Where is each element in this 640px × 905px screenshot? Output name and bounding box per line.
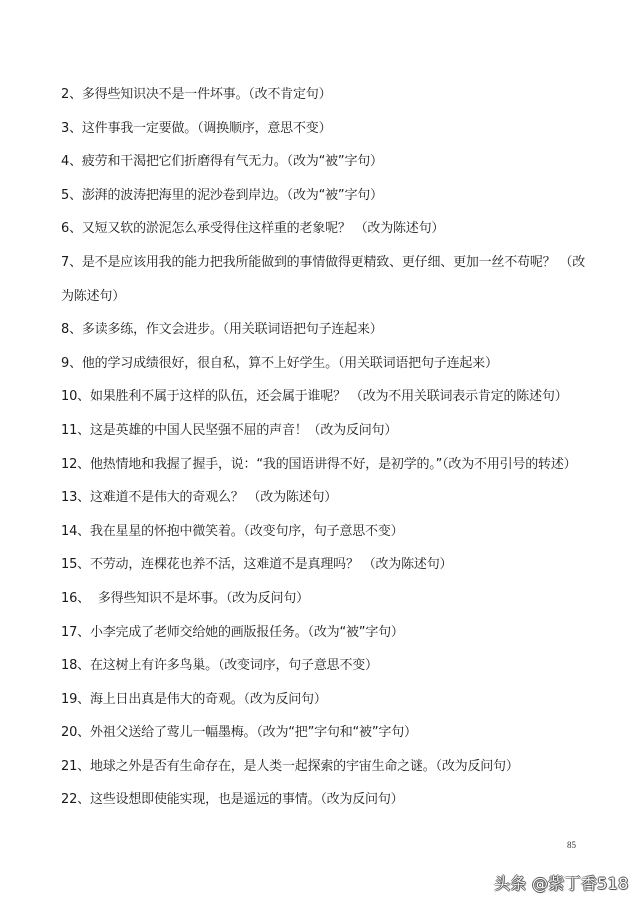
question-text: 、如果胜利不属于这样的队伍，还会属于谁呢？ （改为不用关联词表示肯定的陈述句） bbox=[77, 389, 568, 405]
question-text: 、这件事我一定要做。（调换顺序，意思不变） bbox=[69, 120, 332, 136]
question-number: 7 bbox=[61, 254, 70, 270]
question-text: 、海上日出真是伟大的奇观。（改为反问句） bbox=[77, 691, 327, 707]
question-number: 10 bbox=[61, 389, 78, 405]
question-text: 、他的学习成绩很好，很自私，算不上好学生。（用关联词语把句子连起来） bbox=[69, 355, 498, 371]
question-number: 20 bbox=[61, 725, 78, 741]
page-number: 85 bbox=[567, 840, 576, 850]
question-item bbox=[61, 783, 591, 817]
question-text: 、澎湃的波涛把海里的泥沙卷到岸边。（改为“被”字句） bbox=[69, 187, 383, 203]
question-number: 21 bbox=[61, 758, 78, 774]
question-text: 、又短又软的淤泥怎么承受得住这样重的老象呢？ （改为陈述句） bbox=[69, 221, 445, 237]
question-text: 、外祖父送给了莺儿一幅墨梅。（改为“把”字句和“被”字句） bbox=[77, 725, 417, 741]
question-text: 、是不是应该用我的能力把我所能做到的事情做得更精致、更仔细、更加一丝不苟呢？ （改为陈述句） bbox=[61, 254, 586, 304]
question-list bbox=[61, 78, 591, 817]
question-text: 、这些设想即使能实现，也是遥远的事情。（改为反问句） bbox=[77, 792, 404, 808]
question-item bbox=[61, 380, 591, 414]
question-item bbox=[61, 414, 591, 448]
question-text: 、这是英雄的中国人民坚强不屈的声音！（改为反问句） bbox=[77, 422, 398, 438]
question-number: 3 bbox=[61, 120, 70, 136]
question-number: 9 bbox=[61, 355, 70, 371]
question-text: 、这难道不是伟大的奇观么？ （改为陈述句） bbox=[77, 490, 338, 506]
question-number: 17 bbox=[61, 624, 78, 640]
question-text: 、我在星星的怀抱中微笑着。（改变句序，句子意思不变） bbox=[77, 523, 404, 539]
question-item bbox=[61, 548, 591, 582]
question-text: 、疲劳和干渴把它们折磨得有气无力。（改为“被”字句） bbox=[69, 154, 383, 170]
question-item bbox=[61, 347, 591, 381]
question-item bbox=[61, 750, 591, 784]
question-number: 13 bbox=[61, 490, 78, 506]
question-item bbox=[61, 616, 591, 650]
question-number: 19 bbox=[61, 691, 78, 707]
question-number: 11 bbox=[61, 422, 78, 438]
question-number: 22 bbox=[61, 792, 78, 808]
question-item bbox=[61, 112, 591, 146]
question-number: 14 bbox=[61, 523, 78, 539]
question-item bbox=[61, 515, 591, 549]
question-item bbox=[61, 313, 591, 347]
question-text: 、小李完成了老师交给她的画版报任务。（改为“被”字句） bbox=[77, 624, 404, 640]
question-text: 、多得些知识决不是一件坏事。（改不肯定句） bbox=[69, 87, 332, 102]
watermark: 头条 @紫丁香518 bbox=[494, 874, 629, 893]
question-text: 、他热情地和我握了握手，说：“我的国语讲得不好，是初学的。”（改为不用引号的转述） bbox=[77, 456, 577, 472]
question-number: 16 bbox=[61, 590, 78, 606]
question-item bbox=[61, 179, 591, 213]
question-item bbox=[61, 78, 591, 112]
question-number: 12 bbox=[61, 456, 78, 472]
question-number: 6 bbox=[61, 221, 70, 237]
question-item bbox=[61, 649, 591, 683]
question-item bbox=[61, 145, 591, 179]
question-number: 4 bbox=[61, 154, 70, 170]
question-item bbox=[61, 448, 591, 482]
question-text: 、在这树上有许多鸟巢。（改变词序，句子意思不变） bbox=[77, 658, 378, 674]
question-item bbox=[61, 582, 591, 616]
question-number: 8 bbox=[61, 322, 70, 338]
question-text: 、多读多练，作文会进步。（用关联词语把句子连起来） bbox=[69, 322, 383, 338]
question-item bbox=[61, 481, 591, 515]
question-item bbox=[61, 683, 591, 717]
question-number: 15 bbox=[61, 557, 78, 573]
question-number: 18 bbox=[61, 658, 78, 674]
question-text: 、不劳动，连棵花也养不活，这难道不是真理吗？ （改为陈述句） bbox=[77, 557, 453, 573]
question-item bbox=[61, 212, 591, 246]
question-number: 2 bbox=[61, 87, 70, 102]
question-number: 5 bbox=[61, 187, 70, 203]
question-text: 、地球之外是否有生命存在，是人类一起探索的宇宙生命之谜。（改为反问句） bbox=[77, 758, 519, 774]
question-text: 、 多得些知识不是坏事。（改为反问句） bbox=[77, 590, 309, 606]
question-item bbox=[61, 716, 591, 750]
question-item bbox=[61, 246, 591, 313]
